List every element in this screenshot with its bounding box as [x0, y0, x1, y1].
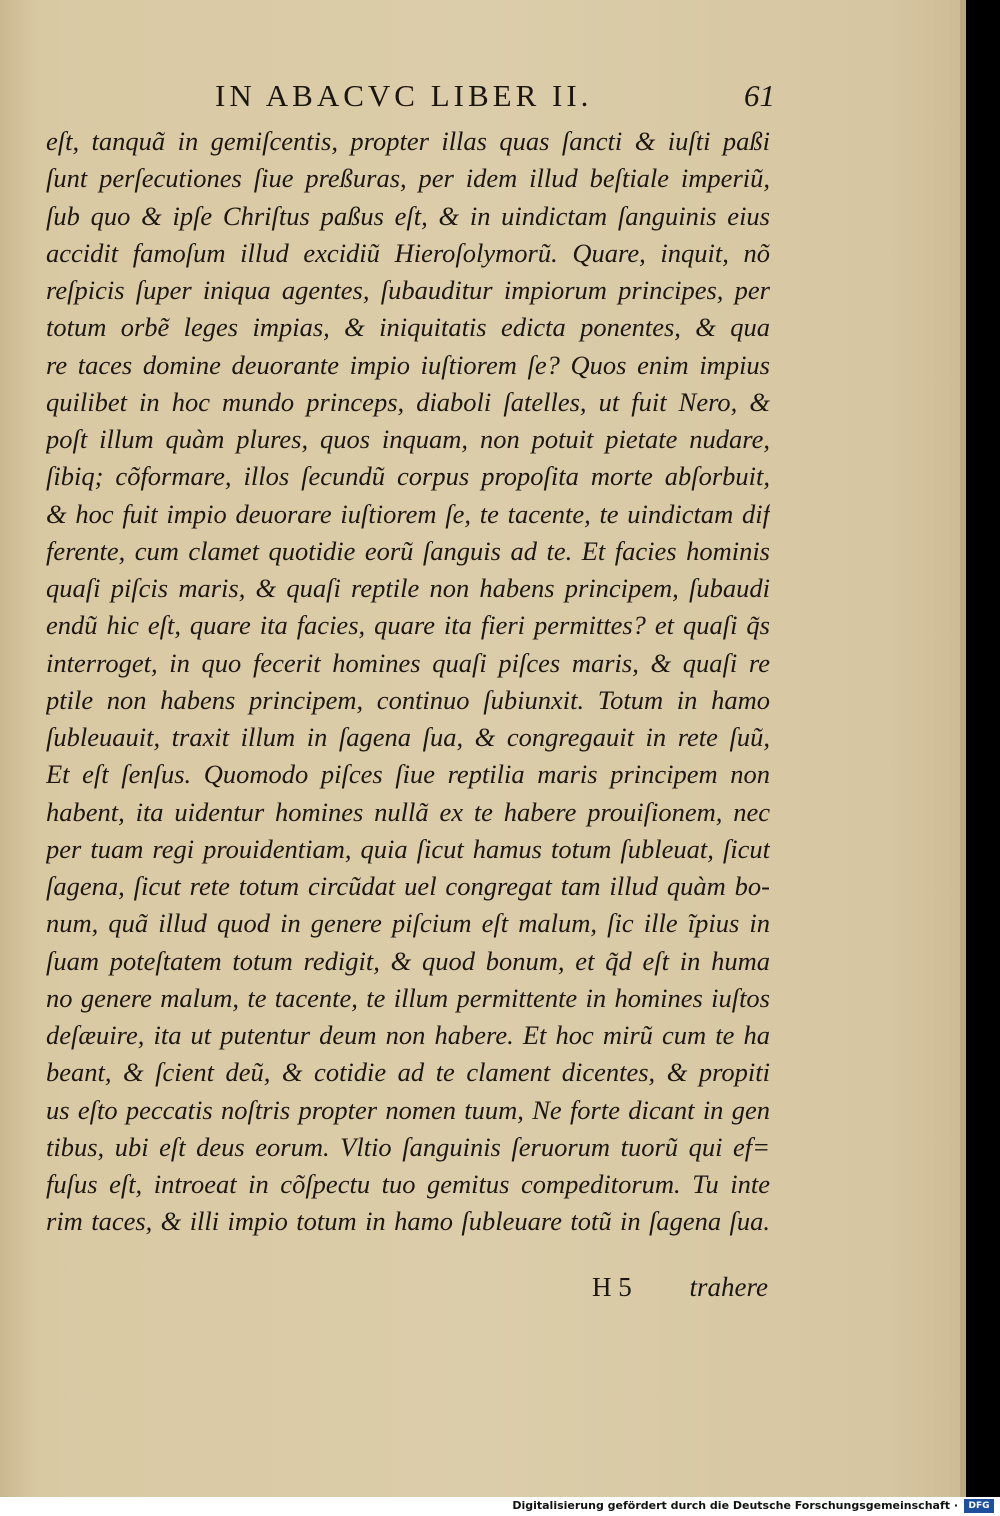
- text-line: num, quã illud quod in genere piſcium eſt malum, ſic ille ĩpius in: [46, 908, 770, 939]
- text-line: ſubleuauit, traxit illum in ſagena ſua, & congregauit in rete ſuũ,: [46, 722, 770, 752]
- text-line: ſub quo & ipſe Chriſtus paßus eſt, & in uindictam ſanguinis eius: [46, 200, 770, 231]
- text-line: Et eſt ſenſus. Quomodo piſces ſiue reptilia maris principem non: [46, 759, 770, 790]
- text-line: accidit famoſum illud excidiũ Hieroſolymorũ. Quare, inquit, nõ: [46, 237, 770, 268]
- catchline: [592, 1272, 768, 1312]
- running-header: [215, 78, 775, 122]
- text-line: endũ hic eſt, quare ita facies, quare ita fieri permittes? et quaſi q̃s: [46, 610, 770, 641]
- text-line: ptile non habens principem, continuo ſubiunxit. Totum in hamo: [46, 684, 770, 715]
- catchword: trahere: [689, 1272, 768, 1302]
- text-line: no genere malum, te tacente, te illum permittente in homines iuſtos: [46, 982, 770, 1013]
- text-line: eſt, tanquã in gemiſcentis, propter illas quas ſancti & iuſti paßi: [46, 126, 770, 156]
- funding-credit: Digitalisierung gefördert durch die Deutsche Forschungsgemeinschaft ·: [512, 1499, 958, 1512]
- text-line: ferente, cum clamet quotidie eorũ ſanguis ad te. Et facies hominis: [46, 535, 770, 566]
- text-line: ſagena, ſicut rete totum circũdat uel congregat tam illud quàm bo-: [46, 871, 770, 901]
- text-line: fuſus eſt, introeat in cõſpectu tuo gemitus compeditorum. Tu inte: [46, 1169, 770, 1199]
- text-line: poſt illum quàm plures, quos inquam, non potuit pietate nudare,: [46, 424, 770, 454]
- text-line: quaſi piſcis maris, & quaſi reptile non habens principem, ſubaudi: [46, 573, 770, 603]
- text-line: habent, ita uidentur homines nullã ex te habere prouiſionem, nec: [46, 796, 770, 827]
- running-title: IN ABACVC LIBER II.: [215, 78, 593, 113]
- text-line: per tuam regi prouidentiam, quia ſicut hamus totum ſubleuat, ſicut: [46, 833, 770, 864]
- text-line: quilibet in hoc mundo princeps, diaboli ſatelles, ut fuit Nero, &: [46, 386, 770, 417]
- text-line: tibus, ubi eſt deus eorum. Vltio ſanguinis ſeruorum tuorũ qui ef=: [46, 1131, 770, 1162]
- signature-mark: H 5: [592, 1272, 632, 1302]
- text-line: interroget, in quo fecerit homines quaſi piſces maris, & quaſi re: [46, 647, 770, 678]
- text-line: reſpicis ſuper iniqua agentes, ſubauditur impiorum principes, per: [46, 275, 770, 305]
- text-line: rim taces, & illi impio totum in hamo ſubleuare totũ in ſagena ſua.: [46, 1206, 770, 1237]
- dfg-logo-icon: DFG: [964, 1499, 994, 1513]
- folio-number: 61: [744, 78, 775, 113]
- text-line: ſibiq; cõformare, illos ſecundũ corpus propoſita morte abſorbuit,: [46, 461, 770, 492]
- text-line: ſunt perſecutiones ſiue preßuras, per idem illud beſtiale imperiũ,: [46, 163, 770, 194]
- text-line: totum orbẽ leges impias, & iniquitatis edicta ponentes, & qua: [46, 312, 770, 343]
- text-line: beant, & ſcient deũ, & cotidie ad te clament dicentes, & propiti: [46, 1057, 770, 1088]
- page-edge: [960, 0, 966, 1497]
- text-line: & hoc fuit impio deuorare iuſtiorem ſe, te tacente, te uindictam dif: [46, 498, 770, 529]
- text-line: us eſto peccatis noſtris propter nomen tuum, Ne forte dicant in gen: [46, 1094, 770, 1125]
- text-block: [46, 123, 770, 1241]
- footer-bar: [0, 1497, 1000, 1516]
- text-line: ſuam poteſtatem totum redigit, & quod bonum, et q̃d eſt in huma: [46, 945, 770, 976]
- text-line: re taces domine deuorante impio iuſtiorem ſe? Quos enim impius: [46, 349, 770, 380]
- text-line: deſæuire, ita ut putentur deum non habere. Et hoc mirũ cum te ha: [46, 1020, 770, 1050]
